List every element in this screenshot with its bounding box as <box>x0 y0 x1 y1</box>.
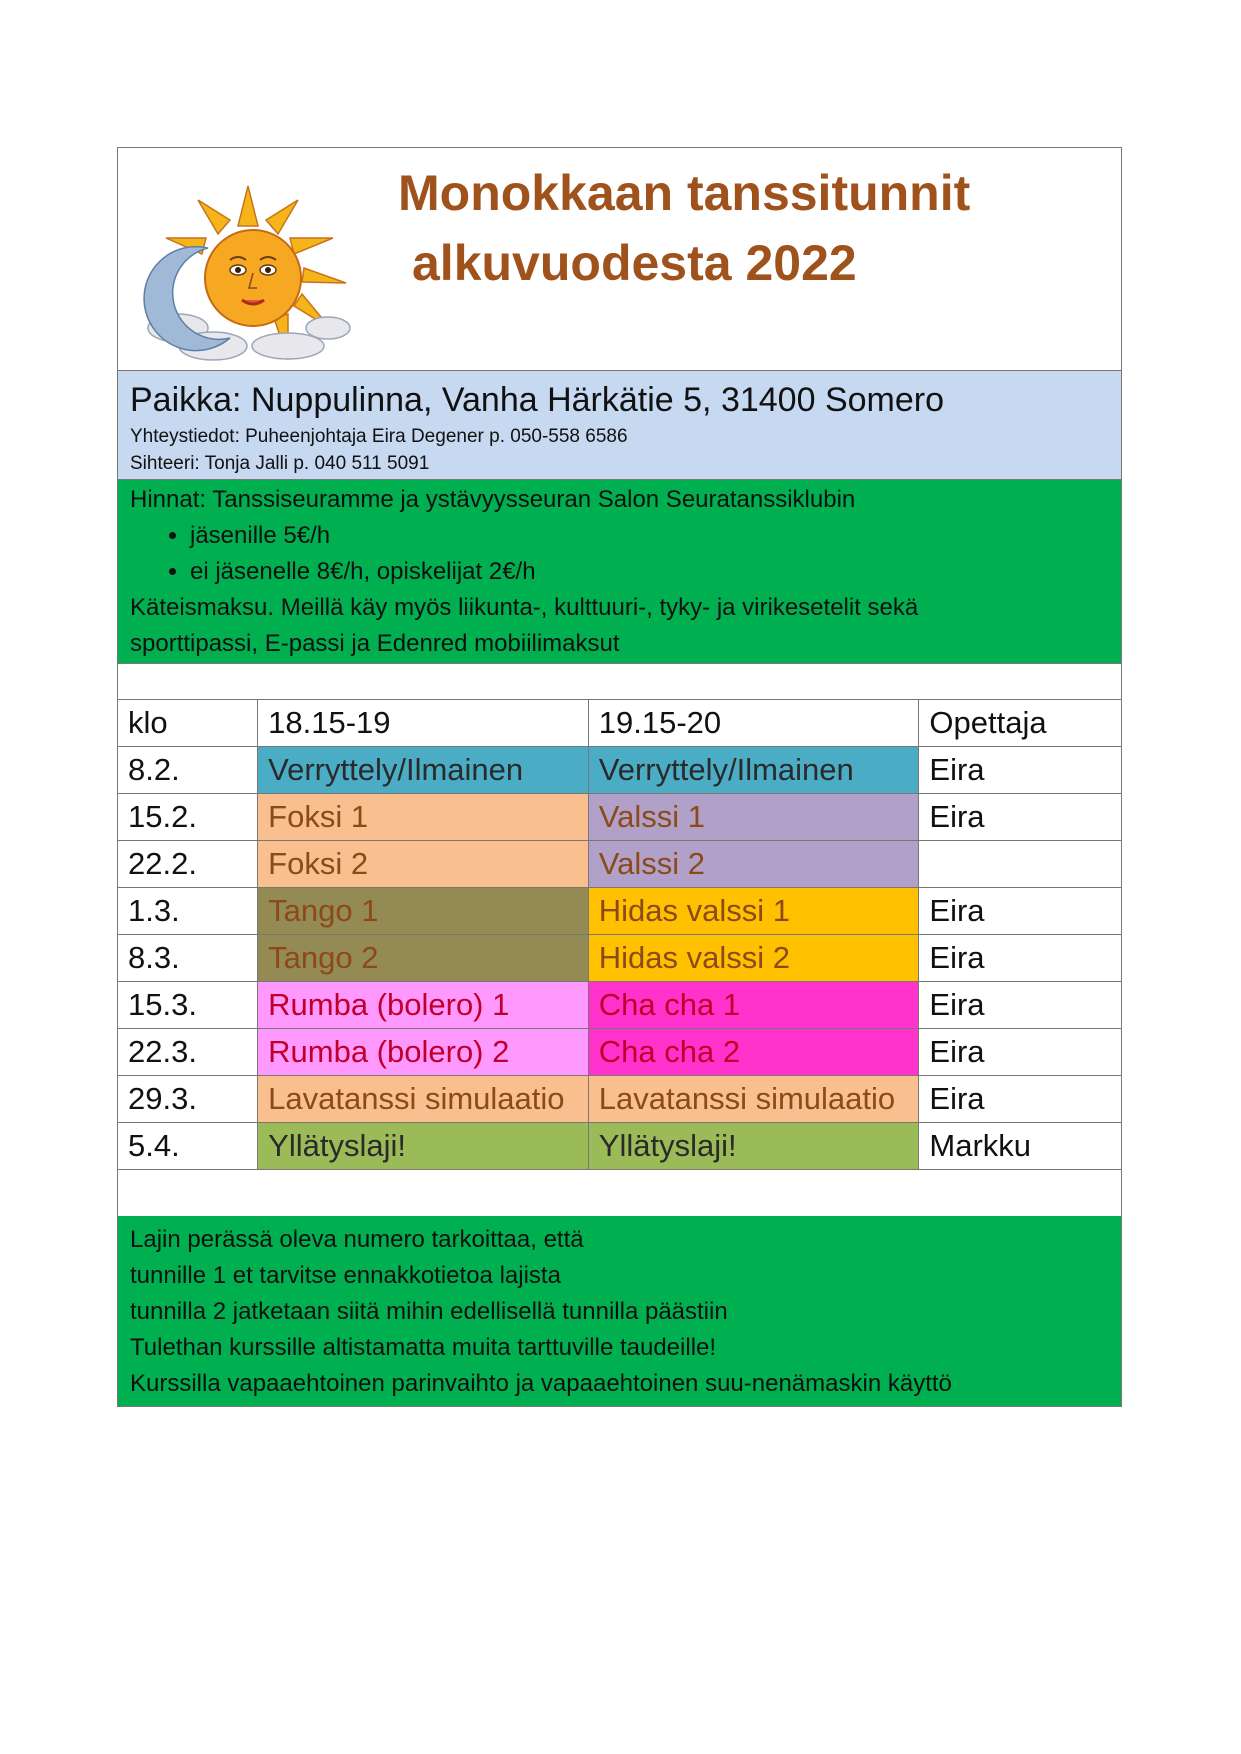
note-line: Lajin perässä oleva numero tarkoittaa, että <box>130 1226 584 1253</box>
table-row <box>118 1076 1122 1123</box>
page-title <box>398 158 970 298</box>
teacher-cell: Eira <box>919 935 1122 982</box>
title-line-2: alkuvuodesta 2022 <box>412 235 857 291</box>
date-cell: 29.3. <box>118 1076 258 1123</box>
lesson-cell: Cha cha 1 <box>588 982 919 1029</box>
teacher-cell: Eira <box>919 794 1122 841</box>
header-cell: klo <box>118 700 258 747</box>
header-cell: 19.15-20 <box>588 700 919 747</box>
place-section <box>117 370 1122 479</box>
lesson-cell: Verryttely/Ilmainen <box>258 747 589 794</box>
spacer <box>117 663 1122 699</box>
payment-line: Käteismaksu. Meillä käy myös liikunta-, kulttuuri-, tyky- ja virikesetelit sekä <box>130 594 919 621</box>
teacher-cell: Eira <box>919 1029 1122 1076</box>
lesson-cell: Valssi 2 <box>588 841 919 888</box>
table-row <box>118 841 1122 888</box>
lesson-cell: Foksi 1 <box>258 794 589 841</box>
date-cell: 22.3. <box>118 1029 258 1076</box>
teacher-cell: Markku <box>919 1123 1122 1170</box>
header-cell: 18.15-19 <box>258 700 589 747</box>
table-row <box>118 747 1122 794</box>
lesson-cell: Lavatanssi simulaatio <box>258 1076 589 1123</box>
notes-section <box>117 1216 1122 1407</box>
table-row <box>118 794 1122 841</box>
lesson-cell: Yllätyslaji! <box>258 1123 589 1170</box>
price-item: • jäsenille 5€/h <box>190 518 1109 554</box>
teacher-cell: Eira <box>919 982 1122 1029</box>
table-row <box>118 1123 1122 1170</box>
lesson-cell: Foksi 2 <box>258 841 589 888</box>
teacher-cell: Eira <box>919 747 1122 794</box>
table-row <box>118 1029 1122 1076</box>
header-cell: Opettaja <box>919 700 1122 747</box>
table-header-row <box>118 700 1122 747</box>
lesson-cell: Tango 1 <box>258 888 589 935</box>
header <box>117 147 1122 370</box>
lesson-cell: Valssi 1 <box>588 794 919 841</box>
note-line: Kurssilla vapaaehtoinen parinvaihto ja vapaaehtoinen suu-nenämaskin käyttö <box>130 1370 952 1397</box>
spacer <box>117 1170 1122 1216</box>
date-cell: 5.4. <box>118 1123 258 1170</box>
date-cell: 8.3. <box>118 935 258 982</box>
teacher-cell: Eira <box>919 888 1122 935</box>
table-row <box>118 982 1122 1029</box>
table-row <box>118 935 1122 982</box>
date-cell: 8.2. <box>118 747 258 794</box>
date-cell: 15.3. <box>118 982 258 1029</box>
sun-moon-icon <box>138 178 358 368</box>
lesson-cell: Yllätyslaji! <box>588 1123 919 1170</box>
date-cell: 1.3. <box>118 888 258 935</box>
prices-section <box>117 479 1122 663</box>
lesson-cell: Verryttely/Ilmainen <box>588 747 919 794</box>
lesson-cell: Hidas valssi 2 <box>588 935 919 982</box>
teacher-cell: Eira <box>919 1076 1122 1123</box>
lesson-cell: Rumba (bolero) 1 <box>258 982 589 1029</box>
lesson-cell: Lavatanssi simulaatio <box>588 1076 919 1123</box>
title-line-1: Monokkaan tanssitunnit <box>398 165 971 221</box>
table-row <box>118 888 1122 935</box>
date-cell: 22.2. <box>118 841 258 888</box>
lesson-cell: Hidas valssi 1 <box>588 888 919 935</box>
schedule-sheet <box>117 147 1122 1407</box>
lesson-cell: Cha cha 2 <box>588 1029 919 1076</box>
note-line: tunnille 1 et tarvitse ennakkotietoa lajista <box>130 1262 561 1289</box>
prices-intro: Hinnat: Tanssiseuramme ja ystävyysseuran Salon Seuratanssiklubin <box>130 486 856 513</box>
payment-line: sporttipassi, E-passi ja Edenred mobiilimaksut <box>130 630 620 657</box>
lesson-cell: Rumba (bolero) 2 <box>258 1029 589 1076</box>
price-list <box>130 518 1109 590</box>
place-title: Paikka: Nuppulinna, Vanha Härkätie 5, 31400 Somero <box>130 381 944 419</box>
schedule-table <box>117 699 1122 1170</box>
teacher-cell <box>919 841 1122 888</box>
secretary-info: Sihteeri: Tonja Jalli p. 040 511 5091 <box>130 453 430 474</box>
note-line: Tulethan kurssille altistamatta muita tarttuville taudeille! <box>130 1334 717 1361</box>
note-line: tunnilla 2 jatketaan siitä mihin edellisellä tunnilla päästiin <box>130 1298 728 1325</box>
lesson-cell: Tango 2 <box>258 935 589 982</box>
date-cell: 15.2. <box>118 794 258 841</box>
price-item: • ei jäsenelle 8€/h, opiskelijat 2€/h <box>190 554 1109 590</box>
contact-info: Yhteystiedot: Puheenjohtaja Eira Degener p. 050-558 6586 <box>130 426 628 447</box>
